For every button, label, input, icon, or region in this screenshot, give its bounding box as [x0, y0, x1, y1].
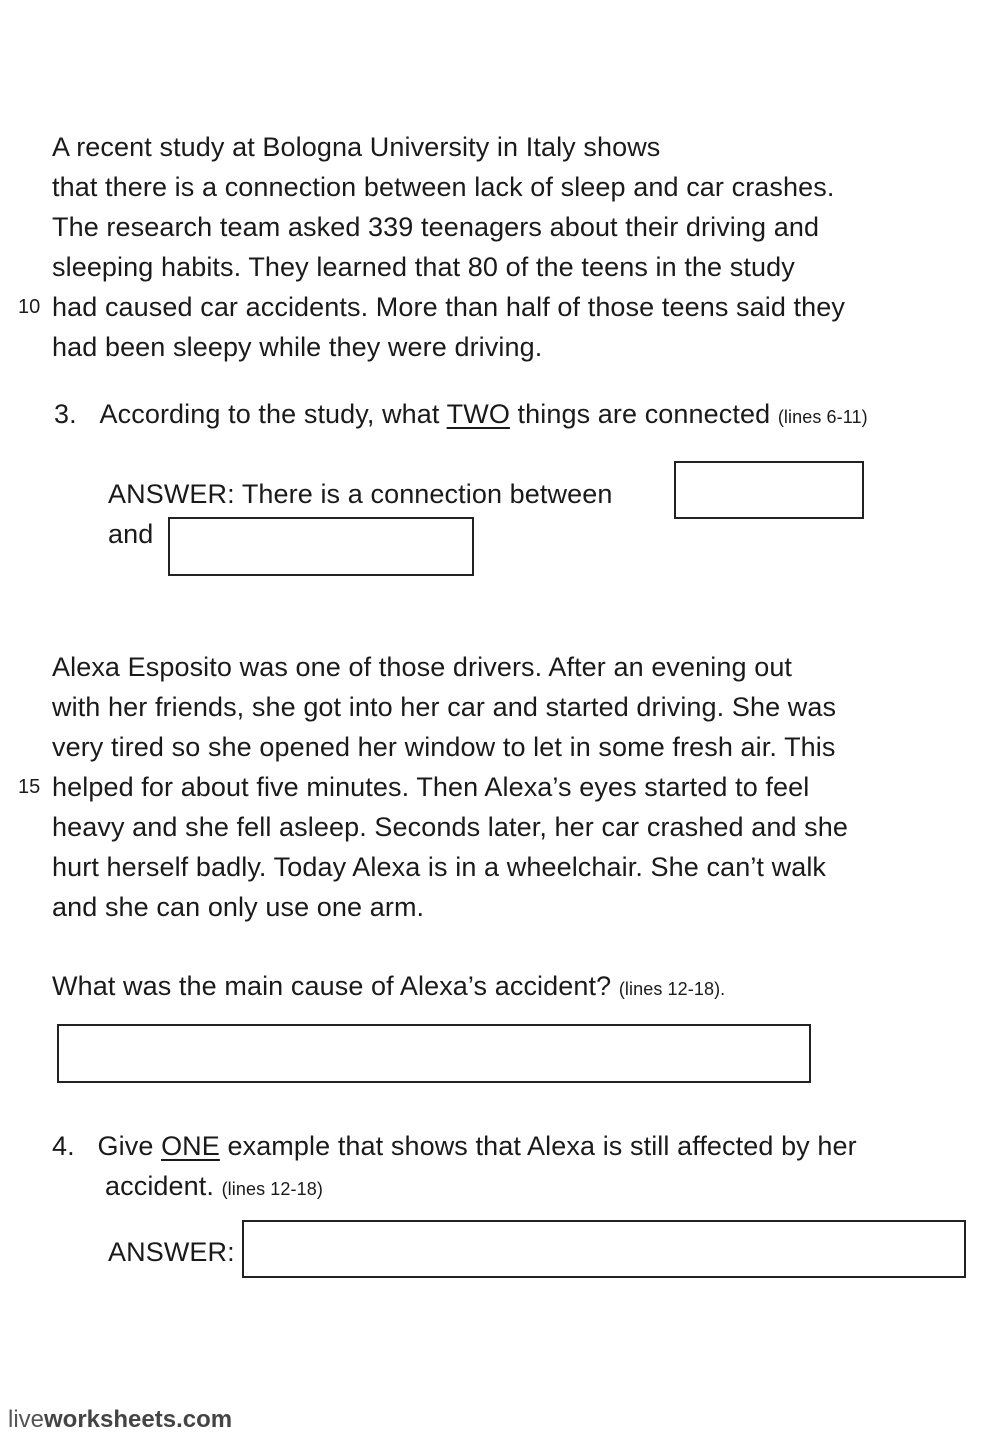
question-3-and-label: and	[108, 519, 154, 549]
cause-question-text: What was the main cause of Alexa’s accident?	[52, 971, 619, 1001]
passage1-line-4: sleeping habits. They learned that 80 of the teens in the study	[52, 252, 795, 282]
question-4-text-c: accident.	[105, 1171, 222, 1201]
answer-box-cause[interactable]	[57, 1024, 811, 1083]
line-number-15: 15	[18, 776, 41, 798]
passage1-line-3: The research team asked 339 teenagers about their driving and	[52, 212, 820, 242]
passage2-line-1: Alexa Esposito was one of those drivers. After an evening out	[52, 652, 793, 682]
question-4	[52, 1126, 857, 1166]
passage2-line-6: hurt herself badly. Today Alexa is in a wheelchair. She can’t walk	[52, 852, 827, 882]
question-3	[54, 394, 868, 437]
question-3-emphasis: TWO	[446, 399, 510, 429]
answer-box-3b[interactable]	[168, 517, 474, 576]
passage2-line-2: with her friends, she got into her car and started driving. She was	[52, 692, 837, 722]
logo-text-tld: .com	[176, 1406, 233, 1433]
passage2-line-5: heavy and she fell asleep. Seconds later, her car crashed and she	[52, 812, 848, 842]
passage1-line-5: had caused car accidents. More than half of those teens said they	[52, 292, 845, 322]
answer-box-3a[interactable]	[674, 461, 864, 519]
passage2-line-7: and she can only use one arm.	[52, 892, 425, 922]
question-3-ref: (lines 6-11)	[777, 407, 868, 427]
cause-question	[52, 966, 725, 1009]
passage1-line-1: A recent study at Bologna University in Italy shows	[52, 132, 661, 162]
cause-question-ref: (lines 12-18).	[618, 979, 726, 999]
question-3-text-b: things are connected	[509, 399, 778, 429]
question-4-answer-label: ANSWER:	[108, 1237, 235, 1267]
question-3-number: 3.	[54, 399, 77, 429]
passage1-line-6: had been sleepy while they were driving.	[52, 332, 543, 362]
passage2-line-4: helped for about five minutes. Then Alexa’s eyes started to feel	[52, 772, 810, 802]
liveworksheets-logo[interactable]	[8, 1406, 232, 1434]
passage2-line-3: very tired so she opened her window to let in some fresh air. This	[52, 732, 836, 762]
passage1-line-2: that there is a connection between lack of sleep and car crashes.	[52, 172, 835, 202]
line-number-10: 10	[18, 296, 41, 318]
question-4-ref: (lines 12-18)	[221, 1179, 323, 1199]
question-4-number: 4.	[52, 1131, 75, 1161]
question-4-line-2	[105, 1166, 323, 1209]
logo-text-bold: worksheets	[44, 1406, 177, 1433]
question-4-emphasis: ONE	[161, 1131, 220, 1161]
question-3-text-a: According to the study, what	[99, 399, 447, 429]
question-3-answer-label: ANSWER: There is a connection between	[108, 479, 613, 509]
question-4-text-b: example that shows that Alexa is still affected by her	[219, 1131, 857, 1161]
logo-text-light: live	[8, 1406, 45, 1433]
question-4-text-a: Give	[97, 1131, 162, 1161]
answer-box-4[interactable]	[242, 1220, 966, 1278]
